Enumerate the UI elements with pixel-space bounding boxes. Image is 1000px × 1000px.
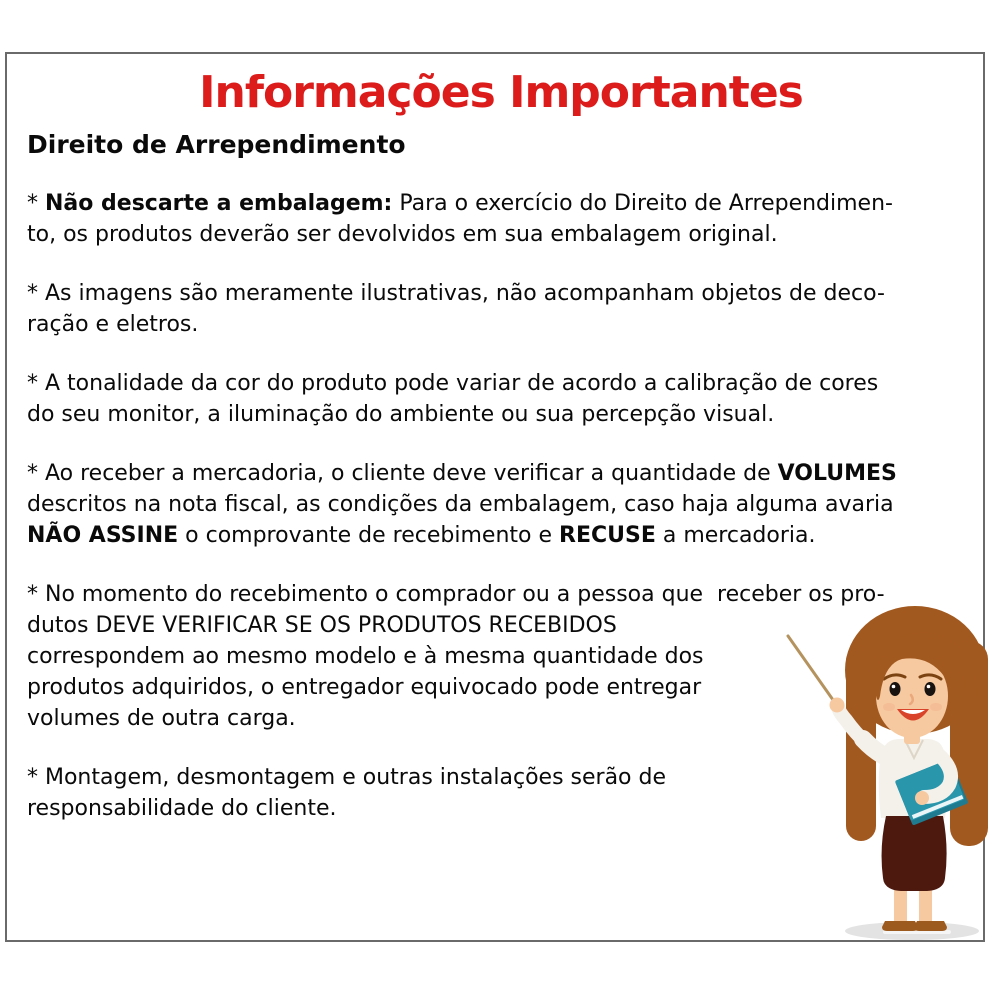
teacher-illustration	[778, 586, 1000, 948]
section-heading: Direito de Arrependimento	[27, 130, 406, 159]
paragraph: * No momento do recebimento o comprador ou a pessoa que receber os pro- dutos DEVE VERIFICAR SE OS PRODUTOS RECEBIDOS correspondem ao mesmo modelo e à mesma quantidade dos produtos adquiridos, o entregador equivocado pode entregar volumes de outra carga.	[27, 582, 885, 731]
page-title: Informações Importantes	[199, 67, 803, 118]
paragraph: * Montagem, desmontagem e outras instalações serão de responsabilidade do cliente.	[27, 765, 667, 821]
paragraph: * Não descarte a embalagem: Para o exercício do Direito de Arrependimen- to, os produtos deverão ser devolvidos em sua embalagem original.	[27, 191, 893, 247]
right-eye	[925, 682, 936, 696]
teacher-sandals	[882, 921, 951, 934]
pointer-hand	[830, 698, 845, 713]
teacher-legs	[894, 886, 932, 924]
paragraph: * A tonalidade da cor do produto pode variar de acordo a calibração de cores do seu monitor, a iluminação do ambiente ou sua percepção visual.	[27, 371, 879, 427]
left-eye	[890, 682, 901, 696]
paragraph: * As imagens são meramente ilustrativas, não acompanham objetos de deco- ração e eletros.	[27, 281, 885, 337]
paragraph: * Ao receber a mercadoria, o cliente deve verificar a quantidade de VOLUMES descritos na nota fiscal, as condições da embalagem, caso haja alguma avaria NÃO ASSINE o comprovante de recebimento e RECUSE a mercadoria.	[27, 461, 897, 548]
teacher-skirt	[882, 816, 947, 891]
pointer-stick	[788, 636, 838, 707]
